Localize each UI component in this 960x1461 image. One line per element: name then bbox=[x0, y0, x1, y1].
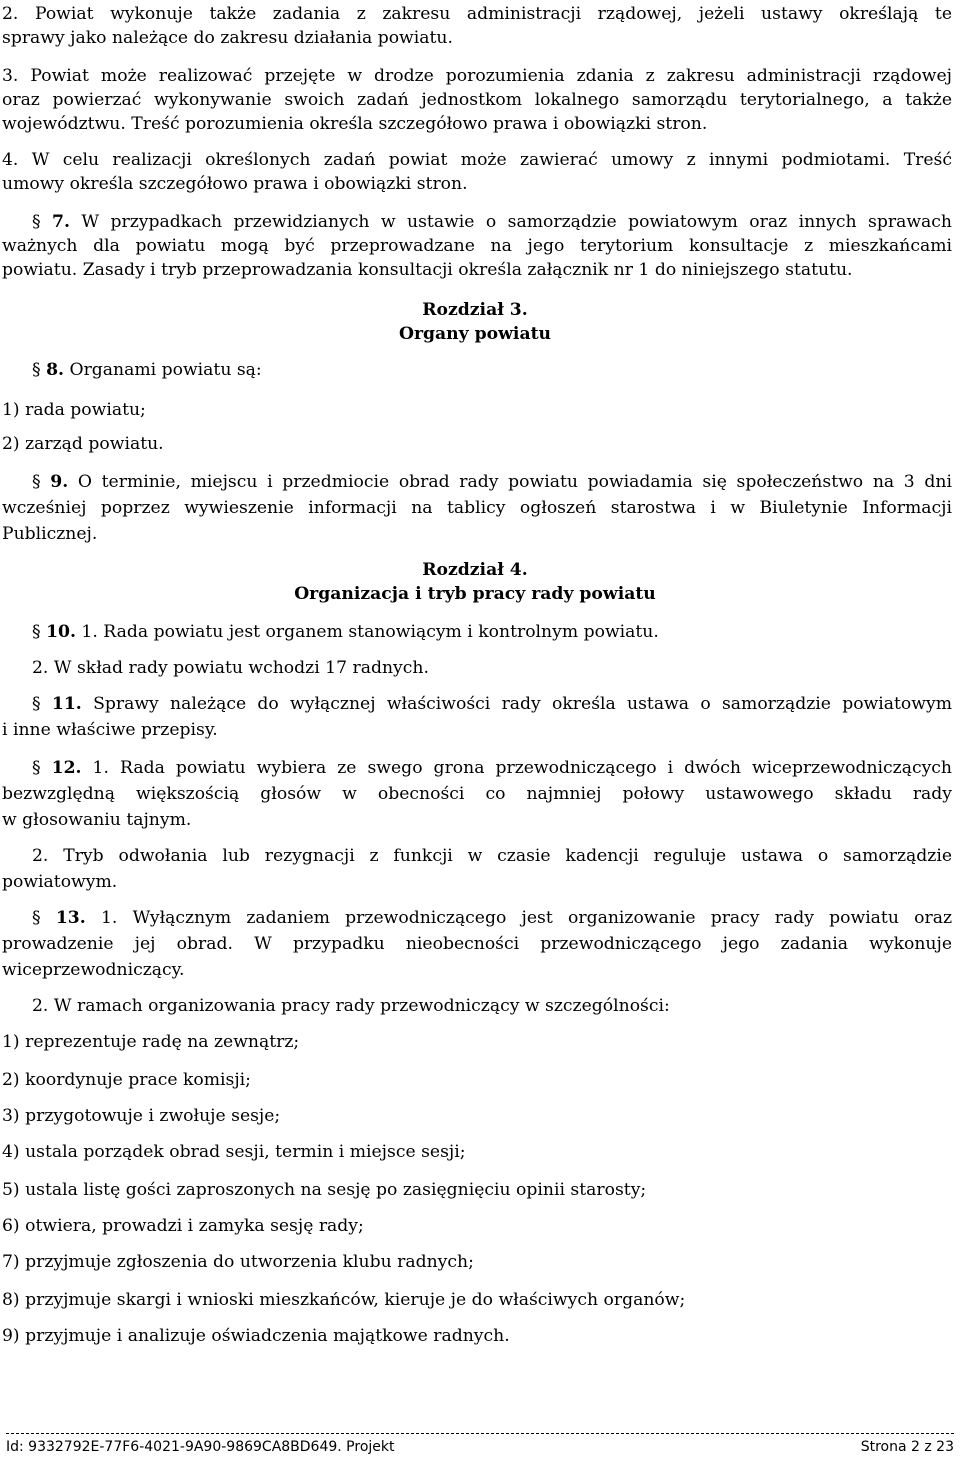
text-line: umowy określa szczegółowo prawa i obowiązki stron. bbox=[2, 174, 468, 194]
text-line: powiatu. Zasady i tryb przeprowadzania konsultacji określa załącznik nr 1 do niniejszego statutu. bbox=[2, 260, 853, 280]
chapter-heading: Rozdział 4. bbox=[422, 560, 528, 580]
paragraph-number: 13. bbox=[55, 908, 86, 928]
paragraph-number: 11. bbox=[51, 694, 82, 714]
line bbox=[2, 258, 952, 282]
section-sign: § bbox=[32, 908, 56, 928]
line bbox=[2, 870, 952, 894]
line bbox=[2, 1140, 952, 1164]
text-line: 3. Powiat może realizować przejęte w drodze porozumienia zdania z zakresu administracji rządowej bbox=[2, 66, 952, 86]
paragraph-number: 12. bbox=[51, 758, 82, 778]
text-line: wiceprzewodniczący. bbox=[2, 960, 185, 980]
text-line: 2. W ramach organizowania pracy rady przewodniczący w szczególności: bbox=[32, 996, 670, 1016]
text-line: powiatowym. bbox=[2, 872, 118, 892]
line bbox=[2, 26, 952, 50]
section-sign: § bbox=[32, 694, 52, 714]
text-line: 1. Rada powiatu jest organem stanowiącym i kontrolnym powiatu. bbox=[75, 622, 659, 642]
paragraph-number: 9. bbox=[50, 472, 69, 492]
footer-document-id: Id: 9332792E-77F6-4021-9A90-9869CA8BD649. Projekt bbox=[6, 1439, 395, 1455]
text-line: 2) zarząd powiatu. bbox=[2, 434, 164, 454]
line bbox=[2, 88, 952, 112]
line bbox=[32, 470, 952, 494]
section-sign: § bbox=[32, 758, 52, 778]
text-line: 2. Tryb odwołania lub rezygnacji z funkcji w czasie kadencji reguluje ustawa o samorządzie bbox=[32, 846, 952, 866]
text-line: W przypadkach przewidzianych w ustawie o samorządzie powiatowym oraz innych sprawach bbox=[69, 212, 952, 232]
text-line: w głosowaniu tajnym. bbox=[2, 810, 192, 830]
text-line: oraz powierzać wykonywanie swoich zadań jednostkom lokalnego samorządu terytorialnego, a także bbox=[2, 90, 952, 110]
footer-page-number: Strona 2 z 23 bbox=[860, 1439, 954, 1455]
line bbox=[2, 112, 952, 136]
line bbox=[2, 932, 952, 956]
text-line: 2. Powiat wykonuje także zadania z zakresu administracji rządowej, jeżeli ustawy określają te bbox=[2, 4, 952, 24]
line bbox=[2, 1030, 952, 1054]
section-sign: § bbox=[32, 622, 47, 642]
line bbox=[2, 1104, 952, 1128]
text-line: ważnych dla powiatu mogą być przeprowadzane na jego terytorium konsultacje z mieszkańcami bbox=[2, 236, 952, 256]
text-line: 1) rada powiatu; bbox=[2, 400, 146, 420]
line bbox=[2, 496, 952, 520]
section-sign: § bbox=[32, 212, 53, 232]
line bbox=[2, 1250, 952, 1274]
line bbox=[2, 2, 952, 26]
chapter-heading: Organizacja i tryb pracy rady powiatu bbox=[294, 584, 656, 604]
text-line: prowadzenie jej obrad. W przypadku nieobecności przewodniczącego jego zadania wykonuje bbox=[2, 934, 952, 954]
line bbox=[2, 782, 952, 806]
line bbox=[32, 210, 952, 234]
chapter-heading: Rozdział 3. bbox=[422, 300, 528, 320]
line bbox=[32, 906, 952, 930]
text-line: 2) koordynuje prace komisji; bbox=[2, 1070, 251, 1090]
text-line: 7) przyjmuje zgłoszenia do utworzenia klubu radnych; bbox=[2, 1252, 474, 1272]
text-line: 6) otwiera, prowadzi i zamyka sesję rady; bbox=[2, 1216, 364, 1236]
text-line: 4) ustala porządek obrad sesji, termin i miejsce sesji; bbox=[2, 1142, 466, 1162]
text-line: i inne właściwe przepisy. bbox=[2, 720, 218, 740]
text-line: 3) przygotowuje i zwołuje sesje; bbox=[2, 1106, 281, 1126]
line bbox=[2, 808, 952, 832]
line bbox=[2, 64, 952, 88]
line bbox=[32, 844, 952, 868]
section-sign: § bbox=[32, 360, 47, 380]
line bbox=[32, 358, 952, 382]
line bbox=[2, 1178, 952, 1202]
line bbox=[2, 172, 952, 196]
text-line: województwu. Treść porozumienia określa szczegółowo prawa i obowiązki stron. bbox=[2, 114, 708, 134]
text-line: 4. W celu realizacji określonych zadań powiat może zawierać umowy z innymi podmiotami. Treść bbox=[2, 150, 952, 170]
text-line: 5) ustala listę gości zaproszonych na sesję po zasięgnięciu opinii starosty; bbox=[2, 1180, 647, 1200]
line bbox=[2, 1288, 952, 1312]
section-sign: § bbox=[32, 472, 51, 492]
text-line: 1. Rada powiatu wybiera ze swego grona przewodniczącego i dwóch wiceprzewodniczących bbox=[81, 758, 952, 778]
text-line: sprawy jako należące do zakresu działania powiatu. bbox=[2, 28, 453, 48]
text-line: bezwzględną większością głosów w obecności co najmniej połowy ustawowego składu rady bbox=[2, 784, 952, 804]
paragraph-number: 7. bbox=[52, 212, 70, 232]
line bbox=[2, 718, 952, 742]
line bbox=[2, 1068, 952, 1092]
line bbox=[32, 656, 952, 680]
line bbox=[32, 692, 952, 716]
line bbox=[2, 234, 952, 258]
line bbox=[2, 398, 952, 422]
line bbox=[2, 432, 952, 456]
line bbox=[32, 620, 952, 644]
text-line: Organami powiatu są: bbox=[64, 360, 262, 380]
text-line: wcześniej poprzez wywieszenie informacji na tablicy ogłoszeń starostwa i w Biuletynie Informacji bbox=[2, 498, 952, 518]
text-line: O terminie, miejscu i przedmiocie obrad rady powiatu powiadamia się społeczeństwo na 3 dni bbox=[68, 472, 952, 492]
line bbox=[2, 148, 952, 172]
line bbox=[2, 1214, 952, 1238]
text-line: 8) przyjmuje skargi i wnioski mieszkańców, kieruje je do właściwych organów; bbox=[2, 1290, 686, 1310]
footer-divider bbox=[6, 1433, 954, 1434]
text-line: 1) reprezentuje radę na zewnątrz; bbox=[2, 1032, 300, 1052]
line bbox=[32, 994, 952, 1018]
chapter-heading: Organy powiatu bbox=[398, 324, 552, 344]
text-line: 2. W skład rady powiatu wchodzi 17 radnych. bbox=[32, 658, 429, 678]
paragraph-number: 8. bbox=[46, 360, 65, 380]
text-line: Sprawy należące do wyłącznej właściwości rady określa ustawa o samorządzie powiatowym bbox=[81, 694, 952, 714]
line bbox=[2, 1324, 952, 1348]
text-line: 9) przyjmuje i analizuje oświadczenia majątkowe radnych. bbox=[2, 1326, 510, 1346]
paragraph-number: 10. bbox=[46, 622, 76, 642]
line bbox=[32, 756, 952, 780]
text-line: 1. Wyłącznym zadaniem przewodniczącego jest organizowanie pracy rady powiatu oraz bbox=[85, 908, 952, 928]
line bbox=[2, 958, 952, 982]
text-line: Publicznej. bbox=[2, 524, 98, 544]
line bbox=[2, 522, 952, 546]
